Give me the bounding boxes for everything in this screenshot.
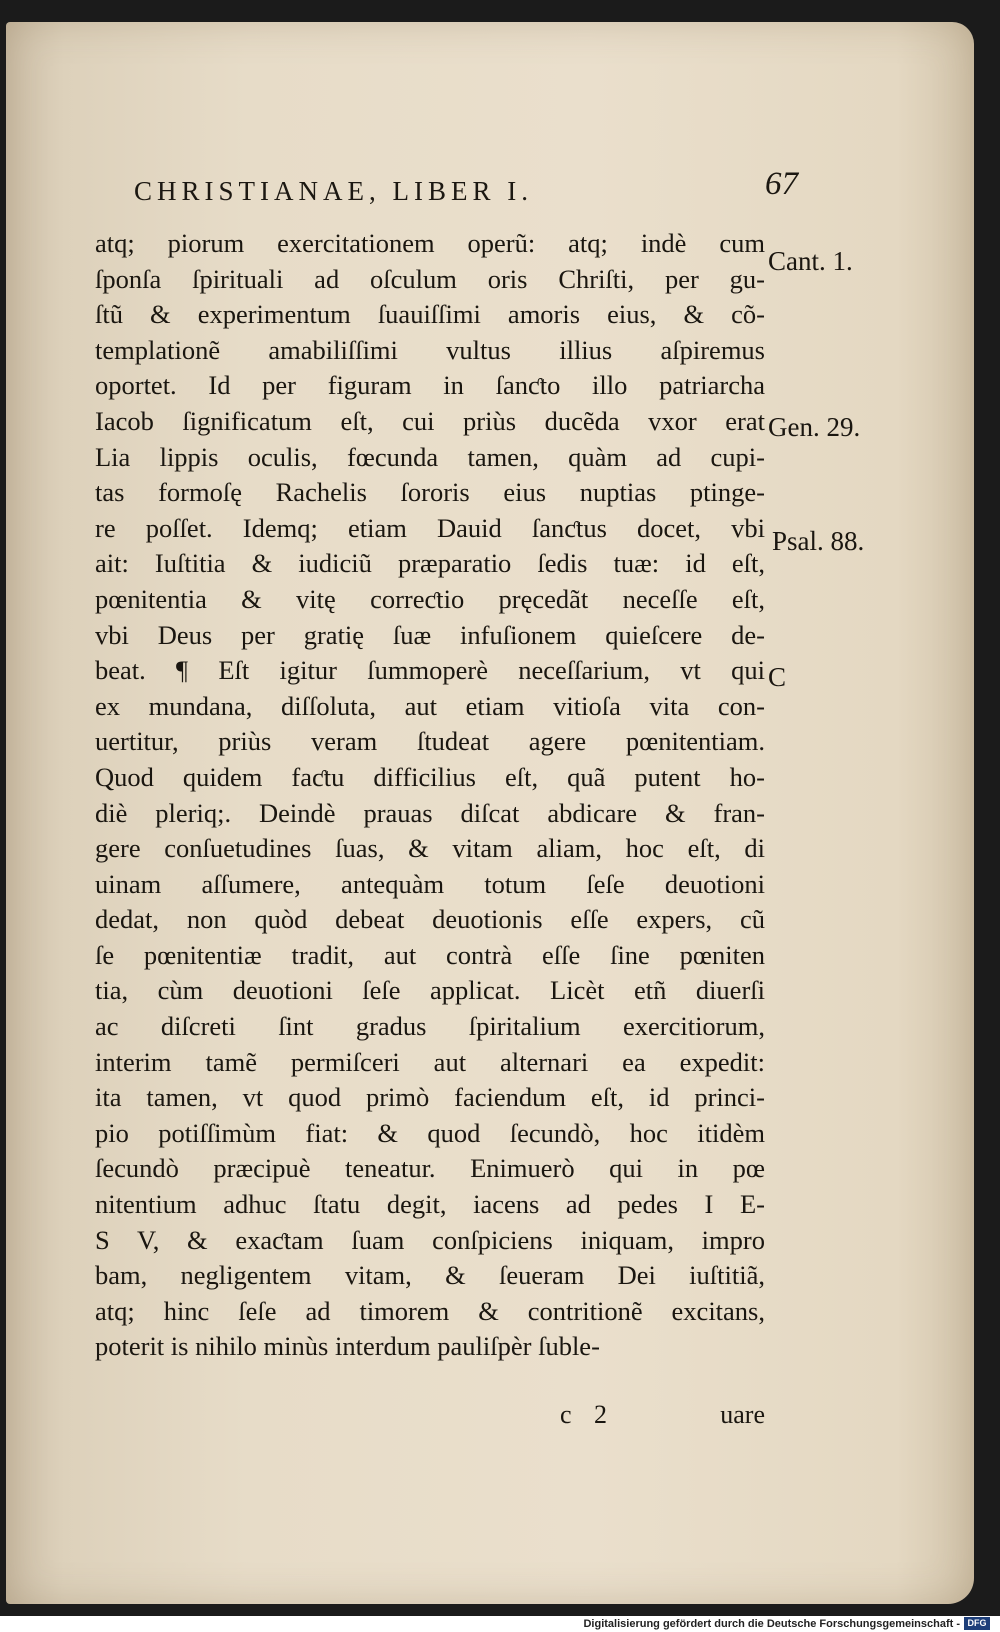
text-line: dedat, non quòd debeat deuotionis eſſe expers, cũ — [95, 904, 765, 935]
text-line: tia, cùm deuotioni ſeſe applicat. Licèt etñ diuerſi — [95, 975, 765, 1006]
margin-note-gen: Gen. 29. — [768, 412, 861, 442]
text-line: pio potiſſimùm fiat: & quod ſecundò, hoc itidèm — [95, 1117, 765, 1148]
text-line: pœnitentia & vitę correƈtio pręcedãt neceſſe eſt, — [95, 583, 765, 614]
text-line: Lia lippis oculis, fœcunda tamen, quàm ad cupi- — [95, 441, 765, 472]
text-line: Quod quidem faƈtu difficilius eſt, quã putent ho- — [95, 761, 765, 792]
text-line: ſecundò præcipuè teneatur. Enimuerò qui in pœ — [95, 1153, 765, 1184]
text-line: uertitur, priùs veram ſtudeat agere pœnitentiam. — [95, 726, 765, 757]
text-line: gere conſuetudines ſuas, & vitam aliam, hoc eſt, di — [95, 833, 765, 864]
text-line: atq; hinc ſeſe ad timorem & contritionẽ excitans, — [95, 1295, 765, 1326]
text-line: ac diſcreti ſint gradus ſpiritalium exercitiorum, — [95, 1011, 765, 1042]
text-line: ſe pœnitentiæ tradit, aut contrà eſſe ſine pœniten — [95, 939, 765, 970]
text-line: poterit is nihilo minùs interdum pauliſpèr ſuble- — [95, 1331, 600, 1362]
folio-number: 67 — [765, 166, 798, 202]
margin-note-section-c: C — [768, 662, 787, 692]
catchword: uare — [720, 1400, 765, 1429]
running-head: CHRISTIANAE, LIBER I. — [134, 176, 533, 206]
text-line: Iacob ſignificatum eſt, cui priùs ducẽda vxor erat — [95, 405, 765, 436]
margin-note-psal: Psal. 88. — [772, 526, 865, 556]
dfg-logo-icon: DFG — [964, 1617, 990, 1630]
funding-credit: Digitalisierung gefördert durch die Deutsche Forschungsgemeinschaft - — [583, 1618, 960, 1630]
text-line: ita tamen, vt quod primò faciendum eſt, id princi- — [95, 1082, 765, 1113]
text-line: uinam aſſumere, antequàm totum ſeſe deuotioni — [95, 868, 765, 899]
text-line: interim tamẽ permiſceri aut alternari ea expedit: — [95, 1046, 765, 1077]
text-line: atq; piorum exercitationem operũ: atq; indè cum — [95, 228, 765, 258]
signature-mark: c 2 — [560, 1400, 616, 1429]
text-line: templationẽ amabiliſſimi vultus illius aſpiremus — [95, 334, 765, 365]
text-line: ex mundana, diſſoluta, aut etiam vitioſa vita con- — [95, 690, 765, 721]
text-line: ſtũ & experimentum ſuauiſſimi amoris eius, & cõ- — [95, 299, 765, 330]
text-line: oportet. Id per figuram in ſanƈto illo patriarcha — [95, 370, 765, 401]
text-line: diè pleriq;. Deindè prauas diſcat abdicare & fran- — [95, 797, 765, 828]
text-line: vbi Deus per gratię ſuæ infuſionem quieſcere de- — [95, 619, 765, 650]
text-line: beat. ¶ Eſt igitur ſummoperè neceſſarium, vt qui — [95, 655, 765, 686]
margin-note-cant: Cant. 1. — [768, 246, 853, 276]
text-line: bam, negligentem vitam, & ſeueram Dei iuſtitiã, — [95, 1260, 765, 1291]
text-line: re poſſet. Idemq; etiam Dauid ſanƈtus docet, vbi — [95, 512, 765, 543]
body-text — [95, 226, 765, 1365]
page-footer-line — [95, 1400, 765, 1436]
text-line: ſponſa ſpirituali ad oſculum oris Chriſti, per gu- — [95, 263, 765, 294]
text-line: nitentium adhuc ſtatu degit, iacens ad pedes I E- — [95, 1189, 765, 1220]
text-line: S V, & exaƈtam ſuam conſpiciens iniquam, impro — [95, 1224, 765, 1255]
text-line: ait: Iuſtitia & iudiciũ præparatio ſedis tuæ: id eſt, — [95, 548, 765, 579]
text-line: tas formoſę Rachelis ſororis eius nuptias ptinge- — [95, 477, 765, 508]
